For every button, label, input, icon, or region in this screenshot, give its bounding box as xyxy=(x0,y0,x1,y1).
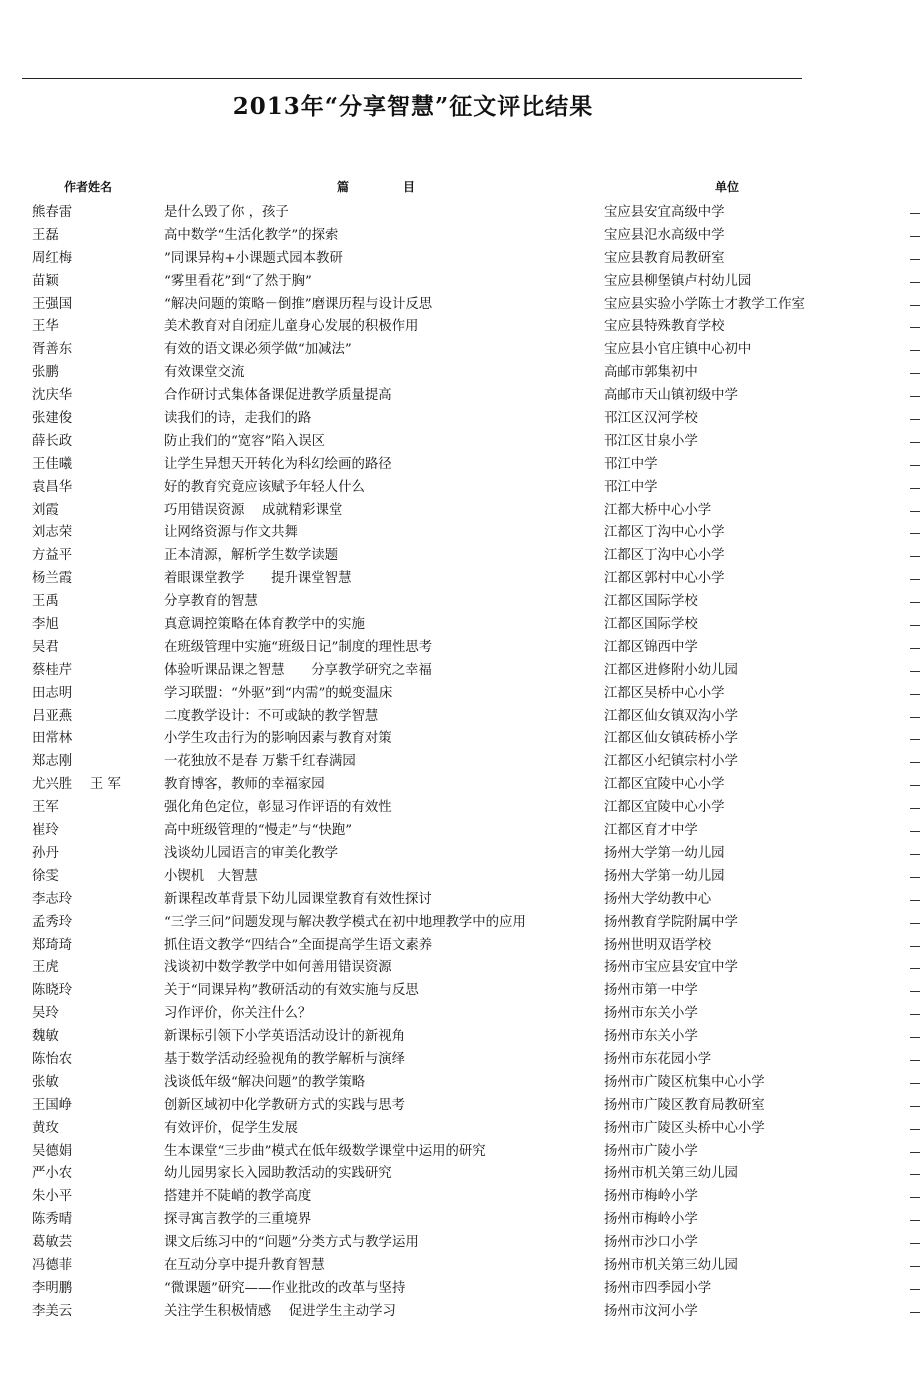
essay-title: 正本清源，解析学生数学读题 xyxy=(164,548,339,564)
row-edge-mark xyxy=(910,1060,920,1061)
row-edge-mark xyxy=(910,625,920,626)
essay-title: 巧用错误资源 成就精彩课堂 xyxy=(164,502,343,518)
author-name: 陈秀晴 xyxy=(32,1212,73,1228)
table-row xyxy=(0,1095,920,1118)
author-name: 田常林 xyxy=(32,731,73,747)
row-edge-mark xyxy=(910,648,920,649)
essay-title: 基于数学活动经验视角的教学解析与演绎 xyxy=(164,1051,406,1067)
essay-title: 小学生攻击行为的影响因素与教育对策 xyxy=(164,731,392,747)
author-name: 冯德菲 xyxy=(32,1257,73,1273)
essay-title: 是什么毁了你 ，孩子 xyxy=(164,205,289,220)
row-edge-mark xyxy=(910,1220,920,1221)
row-edge-mark xyxy=(910,419,920,420)
row-edge-mark xyxy=(910,533,920,534)
table-row xyxy=(0,843,920,866)
author-name: 周红梅 xyxy=(32,250,73,266)
row-edge-mark xyxy=(910,350,920,351)
essay-title: 小锲机 大智慧 xyxy=(164,868,258,884)
author-name: 孟秀玲 xyxy=(32,914,73,930)
author-name: 薛长政 xyxy=(32,433,73,449)
essay-title: 在互动分享中提升教育智慧 xyxy=(164,1257,325,1273)
author-unit: 扬州市机关第三幼儿园 xyxy=(604,1166,738,1182)
essay-title: 抓住语文教学“四结合”全面提高学生语文素养 xyxy=(164,937,433,953)
author-name: 李旭 xyxy=(32,617,59,633)
table-row xyxy=(0,912,920,935)
row-edge-mark xyxy=(910,556,920,557)
author-unit: 扬州大学第一幼儿园 xyxy=(604,868,725,884)
author-name: 刘霞 xyxy=(32,502,59,518)
table-row xyxy=(0,294,920,317)
row-edge-mark xyxy=(910,694,920,695)
author-name: 葛敏芸 xyxy=(32,1235,73,1251)
table-row xyxy=(0,500,920,523)
essay-title: 创新区域初中化学教研方式的实践与思考 xyxy=(164,1097,406,1113)
author-name: 郑琦琦 xyxy=(32,937,73,953)
table-row xyxy=(0,1209,920,1232)
essay-title: 着眼课堂教学 提升课堂智慧 xyxy=(164,571,352,587)
row-edge-mark xyxy=(910,1197,920,1198)
essay-title: 合作研讨式集体备课促进教学质量提高 xyxy=(164,388,392,404)
essay-title: 体验听课品课之智慧 分享教学研究之幸福 xyxy=(164,662,432,678)
essay-title: 有效评价，促学生发展 xyxy=(164,1120,298,1136)
author-unit: 扬州市东花园小学 xyxy=(604,1051,712,1067)
row-edge-mark xyxy=(910,900,920,901)
author-name: 杨兰霞 xyxy=(32,571,73,587)
row-edge-mark xyxy=(910,488,920,489)
essay-title: 一花独放不是春 万紫千红春满园 xyxy=(164,754,356,770)
row-edge-mark xyxy=(910,282,920,283)
row-edge-mark xyxy=(910,1289,920,1290)
essay-title: 关注学生积极情感 促进学生主动学习 xyxy=(164,1303,396,1319)
author-name: 黄玫 xyxy=(32,1120,59,1136)
table-row xyxy=(0,202,920,225)
row-edge-mark xyxy=(910,259,920,260)
author-name: 李明鹏 xyxy=(32,1280,73,1296)
author-unit: 邗江区汉河学校 xyxy=(604,411,698,427)
table-row xyxy=(0,980,920,1003)
table-row xyxy=(0,1186,920,1209)
table-row xyxy=(0,1141,920,1164)
essay-title: 浅谈初中数学教学中如何善用错误资源 xyxy=(164,960,392,976)
essay-title: 浅谈低年级“解决问题”的教学策略 xyxy=(164,1074,366,1090)
author-unit: 宝应县实验小学陈士才教学工作室 xyxy=(604,296,805,312)
row-edge-mark xyxy=(910,671,920,672)
table-row xyxy=(0,477,920,500)
author-unit: 扬州市广陵小学 xyxy=(604,1143,698,1159)
essay-title: 浅谈幼儿园语言的审美化教学 xyxy=(164,845,339,861)
author-name: 王国峥 xyxy=(32,1097,73,1113)
essay-title: 课文后练习中的“问题”分类方式与教学运用 xyxy=(164,1235,419,1251)
row-edge-mark xyxy=(910,785,920,786)
author-unit: 扬州市广陵区杭集中心小学 xyxy=(604,1074,765,1090)
row-edge-mark xyxy=(910,877,920,878)
author-name: 魏敏 xyxy=(32,1029,59,1045)
author-unit: 宝应县特殊教育学校 xyxy=(604,319,725,335)
row-edge-mark xyxy=(910,1083,920,1084)
table-row xyxy=(0,1072,920,1095)
row-edge-mark xyxy=(910,1014,920,1015)
author-unit: 扬州大学幼教中心 xyxy=(604,891,712,907)
row-edge-mark xyxy=(910,808,920,809)
author-name: 沈庆华 xyxy=(32,388,73,404)
author-name: 袁昌华 xyxy=(32,479,73,495)
author-unit: 江都区小纪镇宗村小学 xyxy=(604,754,738,770)
author-name: 王佳曦 xyxy=(32,456,73,472)
table-row xyxy=(0,408,920,431)
row-edge-mark xyxy=(910,511,920,512)
author-name: 朱小平 xyxy=(32,1189,73,1205)
table-row xyxy=(0,248,920,271)
table-row xyxy=(0,637,920,660)
author-unit: 江都区仙女镇双沟小学 xyxy=(604,708,738,724)
table-row xyxy=(0,1278,920,1301)
essay-title: 有效课堂交流 xyxy=(164,365,245,381)
author-name: 吴德娟 xyxy=(32,1143,73,1159)
author-unit: 扬州市宝应县安宜中学 xyxy=(604,960,738,976)
author-name: 吴君 xyxy=(32,639,59,655)
table-row xyxy=(0,1301,920,1324)
table-row xyxy=(0,339,920,362)
author-name: 蔡桂芹 xyxy=(32,662,73,678)
author-unit: 扬州市沙口小学 xyxy=(604,1235,698,1251)
table-row xyxy=(0,522,920,545)
author-unit: 扬州教育学院附属中学 xyxy=(604,914,738,930)
table-row xyxy=(0,1026,920,1049)
essay-title: 分享教育的智慧 xyxy=(164,594,258,610)
table-row xyxy=(0,271,920,294)
table-row xyxy=(0,454,920,477)
author-name: 徐雯 xyxy=(32,868,59,884)
table-row xyxy=(0,1049,920,1072)
essay-title: 好的教育究竟应该赋予年轻人什么 xyxy=(164,479,365,495)
author-unit: 扬州大学第一幼儿园 xyxy=(604,845,725,861)
table-row xyxy=(0,591,920,614)
table-row xyxy=(0,774,920,797)
author-unit: 邗江区甘泉小学 xyxy=(604,433,698,449)
table-row xyxy=(0,935,920,958)
essay-title: 探寻寓言教学的三重境界 xyxy=(164,1212,312,1228)
author-unit: 高邮市天山镇初级中学 xyxy=(604,388,738,404)
row-edge-mark xyxy=(910,1174,920,1175)
author-unit: 扬州市四季园小学 xyxy=(604,1280,712,1296)
author-unit: 江都区育才中学 xyxy=(604,823,698,839)
essay-title: 读我们的诗，走我们的路 xyxy=(164,411,312,427)
table-row xyxy=(0,889,920,912)
table-row xyxy=(0,797,920,820)
essay-title: 有效的语文课必须学做“加减法” xyxy=(164,342,352,358)
author-unit: 扬州市广陵区头桥中心小学 xyxy=(604,1120,765,1136)
table-row xyxy=(0,866,920,889)
row-edge-mark xyxy=(910,762,920,763)
author-name: 崔玲 xyxy=(32,823,59,839)
row-edge-mark xyxy=(910,1266,920,1267)
row-edge-mark xyxy=(910,1312,920,1313)
author-unit: 扬州市梅岭小学 xyxy=(604,1189,698,1205)
essay-title: 搭建并不陡峭的教学高度 xyxy=(164,1189,312,1205)
essay-title: 真意调控策略在体育教学中的实施 xyxy=(164,617,365,633)
author-unit: 扬州世明双语学校 xyxy=(604,937,712,953)
author-name: 方益平 xyxy=(32,548,73,564)
author-name: 李志玲 xyxy=(32,891,73,907)
essay-title: 习作评价，你关注什么？ xyxy=(164,1006,312,1022)
table-row xyxy=(0,1255,920,1278)
author-unit: 扬州市汶河小学 xyxy=(604,1303,698,1319)
author-unit: 扬州市东关小学 xyxy=(604,1029,698,1045)
row-edge-mark xyxy=(910,1129,920,1130)
row-edge-mark xyxy=(910,1243,920,1244)
author-unit: 扬州市梅岭小学 xyxy=(604,1212,698,1228)
author-name: 吴玲 xyxy=(32,1006,59,1022)
author-unit: 扬州市东关小学 xyxy=(604,1006,698,1022)
author-name: 郑志刚 xyxy=(32,754,73,770)
author-unit: 宝应县小官庄镇中心初中 xyxy=(604,342,752,358)
essay-title: 高中班级管理的“慢走”与“快跑” xyxy=(164,823,353,839)
essay-title: 教育博客，教师的幸福家园 xyxy=(164,777,325,793)
row-edge-mark xyxy=(910,991,920,992)
row-edge-mark xyxy=(910,213,920,214)
author-unit: 宝应县柳堡镇卢村幼儿园 xyxy=(604,273,752,289)
top-rule xyxy=(22,78,802,79)
row-edge-mark xyxy=(910,465,920,466)
essay-title: 强化角色定位，彰显习作评语的有效性 xyxy=(164,800,392,816)
author-name: 孙丹 xyxy=(32,845,59,861)
table-row xyxy=(0,1118,920,1141)
essay-title: 二度教学设计：不可或缺的教学智慧 xyxy=(164,708,379,724)
row-edge-mark xyxy=(910,327,920,328)
table-row xyxy=(0,957,920,980)
author-name: 熊春雷 xyxy=(32,205,73,220)
essay-title: 让网络资源与作文共舞 xyxy=(164,525,298,541)
essay-title: “三学三问”问题发现与解决教学模式在初中地理教学中的应用 xyxy=(164,914,526,930)
row-edge-mark xyxy=(910,923,920,924)
author-unit: 宝应县氾水高级中学 xyxy=(604,227,725,243)
author-name: 张鹏 xyxy=(32,365,59,381)
author-unit: 宝应县安宜高级中学 xyxy=(604,205,725,220)
table-row xyxy=(0,362,920,385)
author-name: 尤兴胜 王 军 xyxy=(32,777,121,793)
author-name: 张敏 xyxy=(32,1074,59,1090)
author-name: 王强国 xyxy=(32,296,73,312)
header-unit: 单位 xyxy=(715,180,740,194)
author-name: 田志明 xyxy=(32,685,73,701)
essay-title: 幼儿园男家长入园助教活动的实践研究 xyxy=(164,1166,392,1182)
row-edge-mark xyxy=(910,946,920,947)
author-unit: 江都区锦西中学 xyxy=(604,639,698,655)
table-row xyxy=(0,568,920,591)
author-name: 陈晓玲 xyxy=(32,983,73,999)
row-edge-mark xyxy=(910,831,920,832)
row-edge-mark xyxy=(910,854,920,855)
author-name: 王磊 xyxy=(32,227,59,243)
author-unit: 江都区国际学校 xyxy=(604,617,698,633)
author-name: 王虎 xyxy=(32,960,59,976)
row-edge-mark xyxy=(910,236,920,237)
author-unit: 宝应县教育局教研室 xyxy=(604,250,725,266)
essay-title: 新课标引领下小学英语活动设计的新视角 xyxy=(164,1029,406,1045)
row-edge-mark xyxy=(910,602,920,603)
author-name: 王华 xyxy=(32,319,59,335)
author-unit: 扬州市广陵区教育局教研室 xyxy=(604,1097,765,1113)
essay-title: 高中数学“生活化教学”的探索 xyxy=(164,227,339,243)
author-unit: 江都区宜陵中心小学 xyxy=(604,800,725,816)
table-row xyxy=(0,660,920,683)
results-table xyxy=(0,202,920,1324)
row-edge-mark xyxy=(910,1152,920,1153)
essay-title: 美术教育对自闭症儿童身心发展的积极作用 xyxy=(164,319,419,335)
row-edge-mark xyxy=(910,717,920,718)
row-edge-mark xyxy=(910,442,920,443)
row-edge-mark xyxy=(910,1106,920,1107)
author-unit: 江都区宜陵中心小学 xyxy=(604,777,725,793)
header-author-name: 作者姓名 xyxy=(64,180,113,194)
author-name: 李美云 xyxy=(32,1303,73,1319)
author-name: 王禹 xyxy=(32,594,59,610)
table-row xyxy=(0,1163,920,1186)
row-edge-mark xyxy=(910,396,920,397)
author-name: 刘志荣 xyxy=(32,525,73,541)
table-row xyxy=(0,706,920,729)
row-edge-mark xyxy=(910,373,920,374)
author-name: 吕亚燕 xyxy=(32,708,73,724)
table-row xyxy=(0,225,920,248)
page-title: 2013年“分享智慧”征文评比结果 xyxy=(232,93,594,120)
author-unit: 江都区进修附小幼儿园 xyxy=(604,662,738,678)
table-row xyxy=(0,385,920,408)
author-name: 严小农 xyxy=(32,1166,73,1182)
table-row xyxy=(0,683,920,706)
author-name: 王军 xyxy=(32,800,59,816)
author-unit: 扬州市第一中学 xyxy=(604,983,698,999)
row-edge-mark xyxy=(910,1037,920,1038)
table-row xyxy=(0,820,920,843)
author-name: 胥善东 xyxy=(32,342,73,358)
table-row xyxy=(0,1232,920,1255)
row-edge-mark xyxy=(910,305,920,306)
table-row xyxy=(0,614,920,637)
author-unit: 江都区国际学校 xyxy=(604,594,698,610)
author-unit: 邗江中学 xyxy=(604,456,658,472)
essay-title: “雾里看花”到“了然于胸” xyxy=(164,273,312,289)
author-name: 陈怡农 xyxy=(32,1051,73,1067)
author-unit: 邗江中学 xyxy=(604,479,658,495)
author-unit: 江都大桥中心小学 xyxy=(604,502,712,518)
author-unit: 江都区丁沟中心小学 xyxy=(604,548,725,564)
author-unit: 扬州市机关第三幼儿园 xyxy=(604,1257,738,1273)
table-row xyxy=(0,751,920,774)
essay-title: “解决问题的策略－倒推”磨课历程与设计反思 xyxy=(164,296,433,312)
essay-title: 在班级管理中实施“班级日记”制度的理性思考 xyxy=(164,639,433,655)
essay-title: “微课题”研究——作业批改的改革与坚持 xyxy=(164,1280,406,1296)
author-unit: 高邮市郭集初中 xyxy=(604,365,698,381)
essay-title: 让学生异想天开转化为科幻绘画的路径 xyxy=(164,456,392,472)
essay-title: 新课程改革背景下幼儿园课堂教育有效性探讨 xyxy=(164,891,432,907)
table-row xyxy=(0,728,920,751)
author-unit: 江都区吴桥中心小学 xyxy=(604,685,725,701)
essay-title: 生本课堂“三步曲”模式在低年级数学课堂中运用的研究 xyxy=(164,1143,486,1159)
table-row xyxy=(0,1003,920,1026)
header-title-part1: 篇 xyxy=(337,180,350,194)
author-name: 苗颖 xyxy=(32,273,59,289)
author-unit: 江都区丁沟中心小学 xyxy=(604,525,725,541)
row-edge-mark xyxy=(910,739,920,740)
row-edge-mark xyxy=(910,579,920,580)
essay-title: 学习联盟：“外驱”到“内需”的蜕变温床 xyxy=(164,685,393,701)
author-name: 张建俊 xyxy=(32,411,73,427)
table-row xyxy=(0,545,920,568)
table-row xyxy=(0,431,920,454)
essay-title: ”同课异构+小课题式园本教研 xyxy=(164,250,343,266)
author-unit: 江都区仙女镇砖桥小学 xyxy=(604,731,738,747)
essay-title: 防止我们的“宽容”陷入误区 xyxy=(164,433,325,449)
author-unit: 江都区郭村中心小学 xyxy=(604,571,725,587)
header-title-part2: 目 xyxy=(403,180,416,194)
essay-title: 关于“同课异构”教研活动的有效实施与反思 xyxy=(164,983,419,999)
row-edge-mark xyxy=(910,968,920,969)
table-row xyxy=(0,316,920,339)
